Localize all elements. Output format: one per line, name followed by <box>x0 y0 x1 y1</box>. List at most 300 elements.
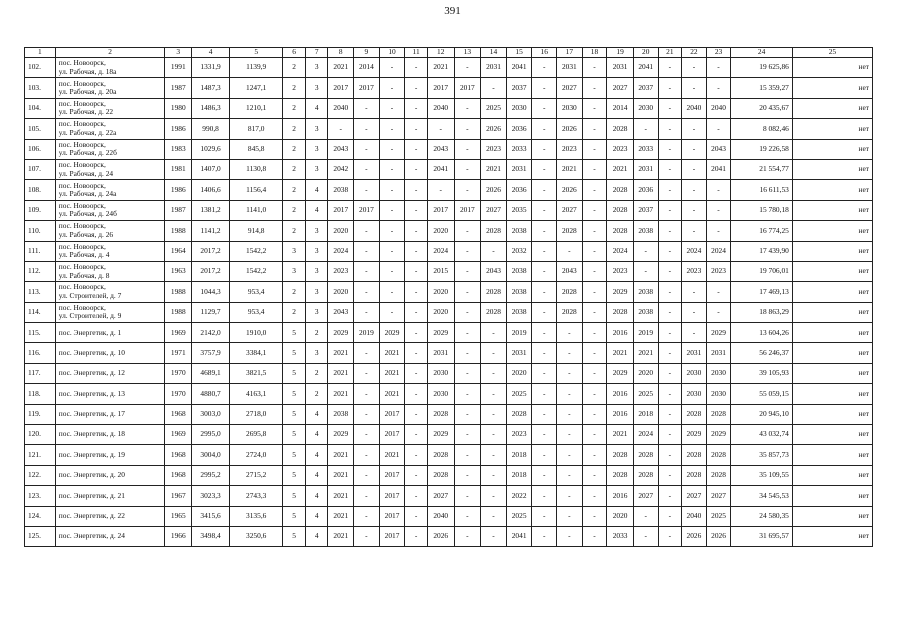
row-number-cell: 113. <box>25 282 56 302</box>
row-number-cell: 105. <box>25 119 56 139</box>
address-cell <box>55 302 165 322</box>
cell-col-9: - <box>354 180 380 200</box>
address-line-2: ул. Рабочая, д. 18а <box>58 66 117 76</box>
cell-col-14: - <box>481 78 507 98</box>
cell-col-20: 2036 <box>633 180 658 200</box>
cell-col-11: - <box>405 302 428 322</box>
cell-col-18: - <box>582 180 607 200</box>
cell-col-14: - <box>481 404 507 424</box>
table-row <box>25 526 873 546</box>
cell-col-15: 2038 <box>506 261 532 281</box>
cell-col-6: 2 <box>283 302 306 322</box>
cell-col-3: 1968 <box>165 465 192 485</box>
cell-col-23: 2028 <box>706 445 731 465</box>
cell-col-20: 2038 <box>633 282 658 302</box>
cell-col-21: - <box>658 261 682 281</box>
cell-col-23: - <box>706 200 731 220</box>
cell-col-8: 2038 <box>328 404 354 424</box>
cell-col-16: - <box>532 139 557 159</box>
cell-col-22: - <box>682 282 707 302</box>
cell-col-23: 2040 <box>706 98 731 118</box>
address-cell <box>55 445 165 465</box>
cell-col-17: 2043 <box>557 261 583 281</box>
column-number-header: 2 <box>55 48 165 58</box>
column-number-header: 16 <box>532 48 557 58</box>
row-number-cell: 114. <box>25 302 56 322</box>
cell-col-17: 2021 <box>557 159 583 179</box>
cell-col-15: 2031 <box>506 159 532 179</box>
cell-col-8: 2021 <box>328 384 354 404</box>
address-cell <box>55 200 165 220</box>
cell-col-23: 2027 <box>706 486 731 506</box>
cell-col-18: - <box>582 261 607 281</box>
table-row <box>25 78 873 98</box>
cell-col-25: нет <box>792 78 872 98</box>
cell-col-15: 2041 <box>506 58 532 78</box>
cell-col-4: 1406,6 <box>192 180 230 200</box>
column-number-header: 15 <box>506 48 532 58</box>
cell-col-3: 1987 <box>165 200 192 220</box>
row-number-cell: 121. <box>25 445 56 465</box>
cell-col-4: 1381,2 <box>192 200 230 220</box>
cell-col-7: 3 <box>305 221 328 241</box>
address-cell <box>55 261 165 281</box>
cell-col-8: - <box>328 119 354 139</box>
buildings-register-table <box>24 47 873 547</box>
cell-col-13: 2017 <box>454 200 481 220</box>
column-number-header-row <box>25 48 873 58</box>
cell-col-11: - <box>405 139 428 159</box>
cell-col-6: 2 <box>283 221 306 241</box>
cell-col-15: 2041 <box>506 526 532 546</box>
cell-col-12: 2028 <box>427 445 454 465</box>
address-line-1: пос. Энергетик, д. 12 <box>58 368 125 378</box>
cell-col-19: 2023 <box>607 139 634 159</box>
cell-col-18: - <box>582 221 607 241</box>
cell-col-19: 2021 <box>607 159 634 179</box>
cell-col-22: 2040 <box>682 506 707 526</box>
table-row <box>25 200 873 220</box>
cell-col-13: - <box>454 180 481 200</box>
address-line-2: ул. Рабочая, д. 24б <box>58 209 117 219</box>
cell-col-16: - <box>532 159 557 179</box>
cell-col-20: - <box>633 241 658 261</box>
column-number-header: 12 <box>427 48 454 58</box>
table-row <box>25 58 873 78</box>
cell-col-12: 2043 <box>427 139 454 159</box>
cell-col-6: 2 <box>283 159 306 179</box>
table-row <box>25 98 873 118</box>
cell-col-18: - <box>582 526 607 546</box>
cell-col-16: - <box>532 363 557 383</box>
table-row <box>25 119 873 139</box>
cell-col-19: 2031 <box>607 58 634 78</box>
table-row <box>25 323 873 343</box>
cell-col-12: - <box>427 180 454 200</box>
cell-col-10: 2021 <box>379 445 405 465</box>
cell-col-16: - <box>532 282 557 302</box>
table-row <box>25 384 873 404</box>
address-cell <box>55 384 165 404</box>
cell-col-15: 2038 <box>506 221 532 241</box>
cell-col-24: 35 109,55 <box>731 465 793 485</box>
cell-col-20: 2027 <box>633 486 658 506</box>
cell-col-11: - <box>405 363 428 383</box>
address-line-2: ул. Строителей, д. 9 <box>58 311 122 321</box>
address-line-1: пос. Энергетик, д. 22 <box>58 511 125 521</box>
cell-col-21: - <box>658 119 682 139</box>
cell-col-23: - <box>706 302 731 322</box>
cell-col-25: нет <box>792 404 872 424</box>
cell-col-7: 4 <box>305 404 328 424</box>
cell-col-4: 3757,9 <box>192 343 230 363</box>
cell-col-8: 2029 <box>328 323 354 343</box>
column-number-header: 8 <box>328 48 354 58</box>
cell-col-17: - <box>557 425 583 445</box>
cell-col-13: - <box>454 526 481 546</box>
cell-col-25: нет <box>792 323 872 343</box>
address-line-1: пос. Новоорск, <box>58 58 106 68</box>
cell-col-21: - <box>658 323 682 343</box>
cell-col-18: - <box>582 241 607 261</box>
cell-col-22: - <box>682 58 707 78</box>
cell-col-19: 2028 <box>607 200 634 220</box>
cell-col-17: 2031 <box>557 58 583 78</box>
cell-col-20: 2018 <box>633 404 658 424</box>
cell-col-23: 2029 <box>706 323 731 343</box>
cell-col-5: 1139,9 <box>230 58 283 78</box>
column-number-header: 7 <box>305 48 328 58</box>
cell-col-21: - <box>658 363 682 383</box>
cell-col-6: 5 <box>283 425 306 445</box>
table-row <box>25 506 873 526</box>
cell-col-6: 2 <box>283 119 306 139</box>
cell-col-4: 4689,1 <box>192 363 230 383</box>
cell-col-8: 2021 <box>328 58 354 78</box>
cell-col-9: - <box>354 343 380 363</box>
cell-col-14: - <box>481 445 507 465</box>
cell-col-8: 2038 <box>328 180 354 200</box>
cell-col-14: - <box>481 241 507 261</box>
cell-col-10: - <box>379 119 405 139</box>
cell-col-23: 2026 <box>706 526 731 546</box>
address-cell <box>55 323 165 343</box>
cell-col-9: - <box>354 486 380 506</box>
cell-col-13: - <box>454 506 481 526</box>
row-number-cell: 125. <box>25 526 56 546</box>
cell-col-24: 16 611,53 <box>731 180 793 200</box>
cell-col-24: 24 580,35 <box>731 506 793 526</box>
cell-col-14: 2023 <box>481 139 507 159</box>
cell-col-22: 2040 <box>682 98 707 118</box>
column-number-header: 20 <box>633 48 658 58</box>
cell-col-6: 2 <box>283 139 306 159</box>
address-line-1: пос. Новоорск, <box>58 78 106 88</box>
cell-col-21: - <box>658 282 682 302</box>
row-number-cell: 110. <box>25 221 56 241</box>
cell-col-11: - <box>405 506 428 526</box>
cell-col-15: 2036 <box>506 180 532 200</box>
cell-col-25: нет <box>792 119 872 139</box>
cell-col-13: - <box>454 221 481 241</box>
cell-col-17: 2023 <box>557 139 583 159</box>
cell-col-4: 1044,3 <box>192 282 230 302</box>
cell-col-16: - <box>532 261 557 281</box>
cell-col-12: 2020 <box>427 302 454 322</box>
address-line-2: ул. Рабочая, д. 22 <box>58 107 114 117</box>
row-number-cell: 120. <box>25 425 56 445</box>
cell-col-4: 3003,0 <box>192 404 230 424</box>
cell-col-12: 2024 <box>427 241 454 261</box>
cell-col-10: 2021 <box>379 343 405 363</box>
address-line-1: пос. Энергетик, д. 17 <box>58 409 125 419</box>
cell-col-21: - <box>658 343 682 363</box>
cell-col-8: 2029 <box>328 425 354 445</box>
cell-col-10: 2017 <box>379 425 405 445</box>
cell-col-17: 2028 <box>557 302 583 322</box>
cell-col-15: 2028 <box>506 404 532 424</box>
table-row <box>25 241 873 261</box>
cell-col-12: 2040 <box>427 98 454 118</box>
cell-col-16: - <box>532 180 557 200</box>
cell-col-21: - <box>658 465 682 485</box>
address-line-1: пос. Новоорск, <box>58 119 106 129</box>
cell-col-9: - <box>354 119 380 139</box>
cell-col-4: 1331,9 <box>192 58 230 78</box>
cell-col-19: 2029 <box>607 282 634 302</box>
cell-col-24: 43 032,74 <box>731 425 793 445</box>
cell-col-21: - <box>658 384 682 404</box>
cell-col-23: 2028 <box>706 404 731 424</box>
cell-col-11: - <box>405 343 428 363</box>
cell-col-10: - <box>379 159 405 179</box>
cell-col-10: - <box>379 261 405 281</box>
cell-col-14: 2043 <box>481 261 507 281</box>
address-cell <box>55 282 165 302</box>
cell-col-13: - <box>454 159 481 179</box>
address-line-1: пос. Новоорск, <box>58 160 106 170</box>
cell-col-24: 19 625,86 <box>731 58 793 78</box>
cell-col-23: 2025 <box>706 506 731 526</box>
column-number-header: 9 <box>354 48 380 58</box>
row-number-cell: 117. <box>25 363 56 383</box>
cell-col-12: 2029 <box>427 425 454 445</box>
cell-col-4: 2142,0 <box>192 323 230 343</box>
cell-col-5: 4163,1 <box>230 384 283 404</box>
cell-col-13: - <box>454 98 481 118</box>
cell-col-19: 2023 <box>607 261 634 281</box>
cell-col-4: 1029,6 <box>192 139 230 159</box>
cell-col-22: 2023 <box>682 261 707 281</box>
table-row <box>25 465 873 485</box>
cell-col-21: - <box>658 445 682 465</box>
cell-col-13: - <box>454 282 481 302</box>
cell-col-5: 953,4 <box>230 302 283 322</box>
cell-col-7: 4 <box>305 465 328 485</box>
address-cell <box>55 221 165 241</box>
cell-col-8: 2021 <box>328 363 354 383</box>
cell-col-5: 2743,3 <box>230 486 283 506</box>
cell-col-16: - <box>532 200 557 220</box>
cell-col-12: 2030 <box>427 363 454 383</box>
table-row <box>25 221 873 241</box>
cell-col-9: - <box>354 384 380 404</box>
cell-col-21: - <box>658 159 682 179</box>
cell-col-4: 3498,4 <box>192 526 230 546</box>
cell-col-12: 2030 <box>427 384 454 404</box>
cell-col-24: 21 554,77 <box>731 159 793 179</box>
cell-col-10: - <box>379 200 405 220</box>
address-line-2: ул. Рабочая, д. 24а <box>58 189 117 199</box>
address-line-1: пос. Новоорск, <box>58 180 106 190</box>
cell-col-12: 2017 <box>427 200 454 220</box>
table-row <box>25 425 873 445</box>
address-line-2: ул. Рабочая, д. 26 <box>58 229 114 239</box>
cell-col-11: - <box>405 404 428 424</box>
cell-col-24: 18 863,29 <box>731 302 793 322</box>
cell-col-18: - <box>582 506 607 526</box>
cell-col-20: 2033 <box>633 139 658 159</box>
row-number-cell: 118. <box>25 384 56 404</box>
cell-col-24: 31 695,57 <box>731 526 793 546</box>
cell-col-16: - <box>532 526 557 546</box>
cell-col-14: - <box>481 526 507 546</box>
cell-col-15: 2031 <box>506 343 532 363</box>
cell-col-7: 4 <box>305 425 328 445</box>
cell-col-11: - <box>405 180 428 200</box>
cell-col-20: 2038 <box>633 302 658 322</box>
column-number-header: 19 <box>607 48 634 58</box>
cell-col-5: 3821,5 <box>230 363 283 383</box>
cell-col-20: 2025 <box>633 384 658 404</box>
cell-col-17: - <box>557 384 583 404</box>
address-line-1: пос. Энергетик, д. 21 <box>58 490 125 500</box>
cell-col-14: 2028 <box>481 282 507 302</box>
cell-col-18: - <box>582 363 607 383</box>
cell-col-22: 2029 <box>682 425 707 445</box>
cell-col-4: 2017,2 <box>192 261 230 281</box>
table-row <box>25 363 873 383</box>
cell-col-14: 2027 <box>481 200 507 220</box>
cell-col-12: 2041 <box>427 159 454 179</box>
cell-col-5: 1247,1 <box>230 78 283 98</box>
address-line-1: пос. Новоорск, <box>58 139 106 149</box>
row-number-cell: 102. <box>25 58 56 78</box>
cell-col-22: - <box>682 323 707 343</box>
cell-col-9: - <box>354 363 380 383</box>
column-number-header: 23 <box>706 48 731 58</box>
cell-col-22: - <box>682 119 707 139</box>
cell-col-7: 3 <box>305 58 328 78</box>
cell-col-22: 2028 <box>682 465 707 485</box>
cell-col-8: 2021 <box>328 465 354 485</box>
cell-col-16: - <box>532 465 557 485</box>
cell-col-15: 2038 <box>506 282 532 302</box>
column-number-header: 1 <box>25 48 56 58</box>
address-cell <box>55 241 165 261</box>
cell-col-6: 3 <box>283 261 306 281</box>
row-number-cell: 116. <box>25 343 56 363</box>
cell-col-15: 2020 <box>506 363 532 383</box>
cell-col-14: - <box>481 384 507 404</box>
cell-col-3: 1970 <box>165 363 192 383</box>
address-line-1: пос. Энергетик, д. 10 <box>58 347 125 357</box>
cell-col-15: 2033 <box>506 139 532 159</box>
cell-col-17: - <box>557 465 583 485</box>
cell-col-13: 2017 <box>454 78 481 98</box>
cell-col-11: - <box>405 323 428 343</box>
cell-col-24: 39 105,93 <box>731 363 793 383</box>
address-line-1: пос. Энергетик, д. 1 <box>58 327 122 337</box>
address-line-2: ул. Рабочая, д. 24 <box>58 168 114 178</box>
cell-col-16: - <box>532 98 557 118</box>
cell-col-5: 953,4 <box>230 282 283 302</box>
cell-col-24: 13 604,26 <box>731 323 793 343</box>
cell-col-4: 1141,2 <box>192 221 230 241</box>
cell-col-3: 1966 <box>165 526 192 546</box>
cell-col-24: 35 857,73 <box>731 445 793 465</box>
cell-col-8: 2023 <box>328 261 354 281</box>
cell-col-3: 1988 <box>165 282 192 302</box>
cell-col-14: 2025 <box>481 98 507 118</box>
row-number-cell: 111. <box>25 241 56 261</box>
cell-col-11: - <box>405 200 428 220</box>
cell-col-22: - <box>682 302 707 322</box>
cell-col-8: 2021 <box>328 526 354 546</box>
cell-col-11: - <box>405 241 428 261</box>
address-line-1: пос. Энергетик, д. 18 <box>58 429 125 439</box>
cell-col-13: - <box>454 363 481 383</box>
address-line-2: ул. Рабочая, д. 22а <box>58 127 117 137</box>
cell-col-16: - <box>532 404 557 424</box>
cell-col-5: 2724,0 <box>230 445 283 465</box>
cell-col-17: 2028 <box>557 221 583 241</box>
cell-col-19: 2029 <box>607 363 634 383</box>
address-cell <box>55 363 165 383</box>
cell-col-18: - <box>582 445 607 465</box>
cell-col-16: - <box>532 343 557 363</box>
row-number-cell: 124. <box>25 506 56 526</box>
cell-col-18: - <box>582 404 607 424</box>
cell-col-21: - <box>658 486 682 506</box>
cell-col-5: 845,8 <box>230 139 283 159</box>
address-line-1: пос. Новоорск, <box>58 200 106 210</box>
cell-col-4: 2017,2 <box>192 241 230 261</box>
cell-col-8: 2021 <box>328 506 354 526</box>
cell-col-15: 2025 <box>506 384 532 404</box>
cell-col-18: - <box>582 282 607 302</box>
cell-col-10: 2029 <box>379 323 405 343</box>
cell-col-6: 5 <box>283 526 306 546</box>
column-number-header: 13 <box>454 48 481 58</box>
cell-col-18: - <box>582 465 607 485</box>
cell-col-6: 5 <box>283 465 306 485</box>
cell-col-23: - <box>706 58 731 78</box>
cell-col-16: - <box>532 506 557 526</box>
cell-col-10: 2021 <box>379 384 405 404</box>
cell-col-8: 2021 <box>328 486 354 506</box>
cell-col-21: - <box>658 221 682 241</box>
cell-col-12: 2031 <box>427 343 454 363</box>
cell-col-3: 1981 <box>165 159 192 179</box>
cell-col-7: 4 <box>305 506 328 526</box>
cell-col-5: 1210,1 <box>230 98 283 118</box>
cell-col-5: 914,8 <box>230 221 283 241</box>
cell-col-23: 2030 <box>706 384 731 404</box>
cell-col-15: 2018 <box>506 465 532 485</box>
cell-col-18: - <box>582 98 607 118</box>
row-number-cell: 119. <box>25 404 56 424</box>
